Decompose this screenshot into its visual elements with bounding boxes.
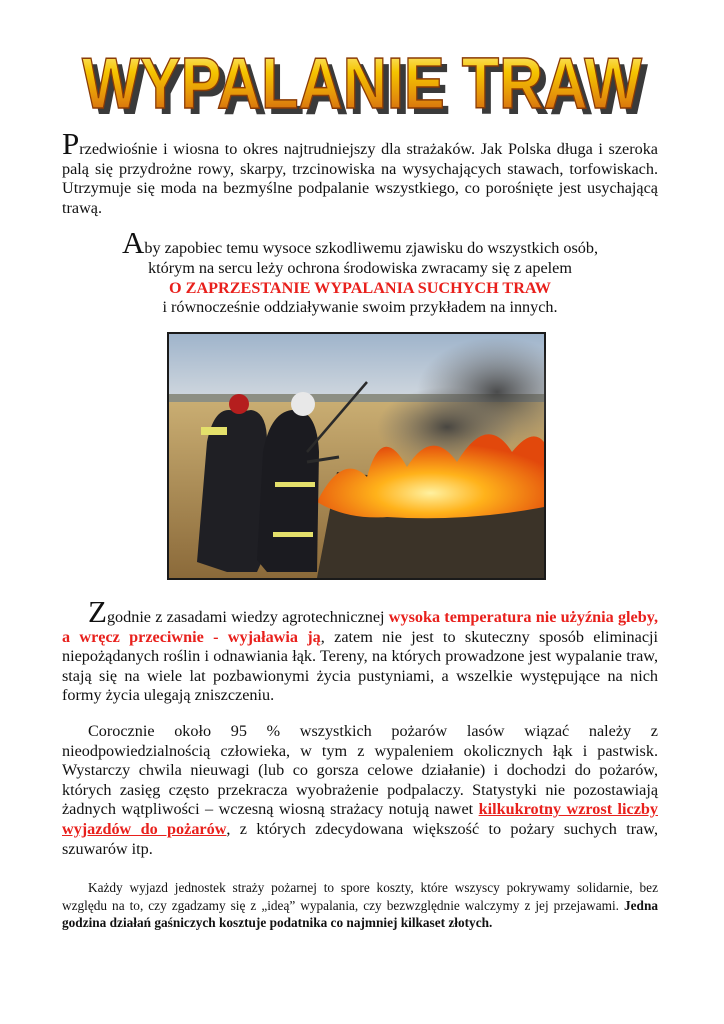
costs-paragraph	[62, 879, 658, 932]
firefighters-burning-grass-photo	[167, 332, 546, 580]
appeal-line-2: którym na sercu leży ochrona środowiska zwracamy się z apelem	[148, 258, 572, 277]
appeal-block	[62, 225, 658, 318]
statistics-text-a: Corocznie około 95 % wszystkich pożarów lasów wiązać należy z nieodpowiedzialnością człowieka, w tym z wypaleniem okolicznych łąk i pastwisk. Wystarczy chwila nieuwagi (lub co gorsza celowe działanie) i dochodzi do pożarów, których zasięg często przekracza wyobrażenie podpalaczy. Statystyki nie pozostawiają żadnych wątpliwości – wczesną wiosną strażacy notują nawet	[62, 722, 658, 819]
dropcap-z: Z	[88, 594, 107, 629]
statistics-highlight: kilkukrotny wzrost liczby wyjazdów do pożarów	[62, 800, 658, 838]
costs-bold: Jedna godzina działań gaśniczych kosztuje podatnika co najmniej kilkaset złotych.	[62, 897, 658, 931]
page-title	[60, 30, 660, 130]
statistics-paragraph	[62, 722, 658, 859]
appeal-line-4: i równocześnie oddziaływanie swoim przykładem na innych.	[162, 298, 558, 317]
intro-text: rzedwiośnie i wiosna to okres najtrudniejszy dla strażaków. Jak Polska długa i szeroka palą się przydrożne rowy, skarpy, trzcinowiska na wysychających stawach, torfowiskach. Utrzymuje się moda na bezmyślne podpalanie wszystkiego, co porośnięte jest usychającą trawą.	[62, 140, 658, 217]
agrotechnical-text-b: , zatem nie jest to skuteczny sposób eliminacji niepożądanych roślin i odnawiania łąk. Tereny, na których prowadzone jest wypalanie traw, stają się na wiele lat pozbawionymi życia pustyniami, a wszelkie występujące na nich formy życia ulegają zniszczeniu.	[62, 627, 659, 705]
dropcap-a: A	[122, 225, 145, 260]
page-title-shadow: WYPALANIE TRAW	[88, 50, 649, 130]
intro-paragraph	[62, 126, 658, 218]
appeal-headline: O ZAPRZESTANIE WYPALANIA SUCHYCH TRAW	[169, 278, 551, 297]
appeal-line-1: by zapobiec temu wysoce szkodliwemu zjawisku do wszystkich osób,	[144, 239, 598, 257]
agrotechnical-text-a: godnie z zasadami wiedzy agrotechnicznej	[106, 608, 389, 626]
dropcap-p: P	[62, 126, 80, 161]
agrotechnical-highlight: wysoka temperatura nie użyźnia gleby, a wręcz przeciwnie - wyjaławia ją	[62, 608, 658, 646]
costs-text: Każdy wyjazd jednostek straży pożarnej to spore koszty, które wszyscy pokrywamy solidarnie, bez względu na to, czy zgadzamy się z „ideą” wypalania, czy bezwzględnie walczymy z jej przejawami.	[62, 880, 658, 913]
statistics-text-b: , z których zdecydowana większość to pożary suchych traw, szuwarów itp.	[62, 819, 658, 858]
page-title-text: WYPALANIE TRAW	[82, 44, 643, 124]
agrotechnical-paragraph	[62, 594, 659, 706]
